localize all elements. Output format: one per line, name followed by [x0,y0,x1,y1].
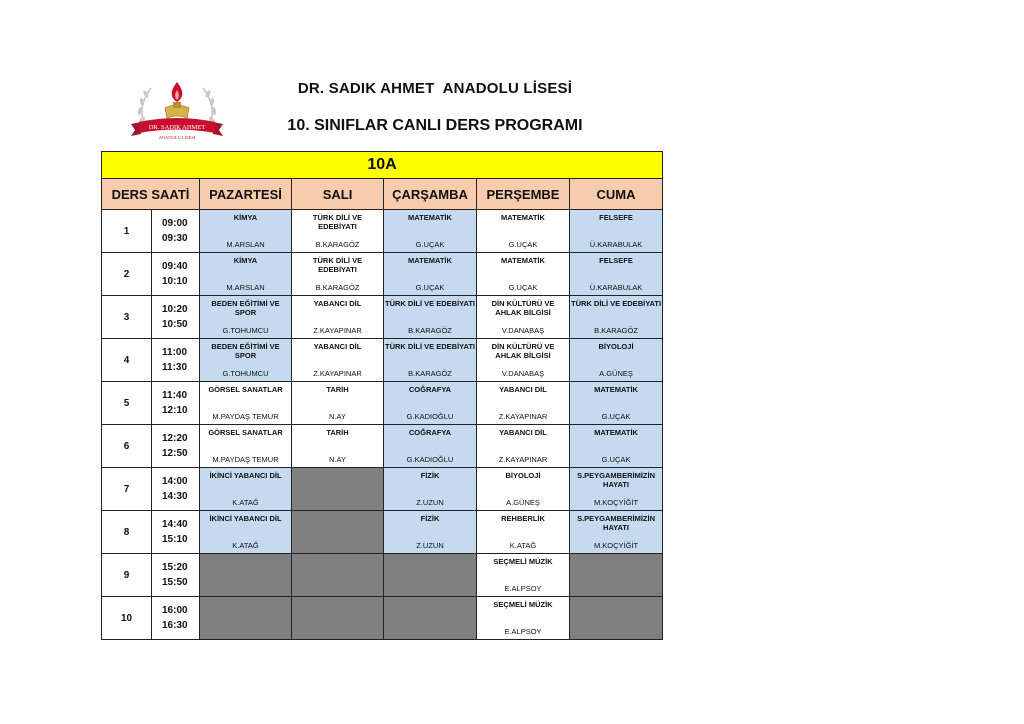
empty-slot [570,554,663,597]
period-time [152,425,200,468]
period-number: 9 [102,554,152,597]
period-end-time: 12:50 [162,448,188,459]
period-start-time: 12:20 [162,433,188,444]
lesson-subject: GÖRSEL SANATLAR [208,428,283,437]
lesson-teacher: G.TOHUMCU [222,369,269,378]
empty-slot [384,597,477,640]
header-sali: SALI [292,179,384,210]
lesson-subject: REHBERLİK [501,514,545,523]
period-time [152,210,200,253]
period-end-time: 15:10 [162,534,188,545]
lesson-cell [570,468,663,511]
period-start-time: 14:40 [162,519,188,530]
lesson-subject: GÖRSEL SANATLAR [208,385,283,394]
lesson-teacher: Z.UZUN [416,541,444,550]
lesson-subject: TÜRK DİLİ VE EDEBİYATI [571,299,662,308]
class-row [102,152,663,179]
period-start-time: 09:40 [162,261,188,272]
period-number: 3 [102,296,152,339]
empty-slot [384,554,477,597]
lesson-subject: BEDEN EĞİTİMİ VE SPOR [211,299,280,317]
lesson-subject: COĞRAFYA [408,385,452,394]
table-row [102,210,663,253]
lesson-teacher: K.ATAĞ [232,498,259,507]
lesson-teacher: Z.UZUN [416,498,444,507]
lesson-cell [570,425,663,468]
lesson-subject: TÜRK DİLİ VE EDEBİYATI [385,299,476,308]
lesson-subject: TARİH [326,385,349,394]
lesson-subject: YABANCI DİL [313,342,362,351]
lesson-cell [292,339,384,382]
lesson-cell [292,425,384,468]
lesson-subject: SEÇMELİ MÜZİK [493,600,553,609]
lesson-teacher: G.UÇAK [601,455,631,464]
lesson-subject: FELSEFE [599,256,633,265]
header-pazartesi: PAZARTESİ [200,179,292,210]
lesson-subject: S.PEYGAMBERİMİZİN HAYATI [577,514,655,532]
table-row [102,253,663,296]
lesson-teacher: Ü.KARABULAK [589,240,643,249]
table-row [102,339,663,382]
lesson-cell [292,296,384,339]
empty-slot [292,511,384,554]
period-end-time: 16:30 [162,620,188,631]
lesson-cell [570,296,663,339]
period-start-time: 09:00 [162,218,188,229]
lesson-teacher: Z.KAYAPINAR [498,412,548,421]
period-number: 10 [102,597,152,640]
period-time [152,296,200,339]
table-row [102,382,663,425]
lesson-teacher: B.KARAGÖZ [408,369,452,378]
logo-text: DR. SADIK AHMET [148,124,206,131]
lesson-teacher: Z.KAYAPINAR [313,369,362,378]
lesson-teacher: A.GÜNEŞ [506,498,540,507]
lesson-teacher: M.PAYDAŞ TEMUR [212,412,279,421]
lesson-teacher: E.ALPSOY [504,627,542,636]
lesson-subject: DİN KÜLTÜRÜ VE AHLAK BİLGİSİ [491,299,555,317]
lesson-subject: MATEMATİK [501,256,545,265]
lesson-cell [200,425,292,468]
lesson-cell [384,339,477,382]
lesson-cell [477,597,570,640]
lesson-subject: KİMYA [233,256,258,265]
lesson-cell [477,296,570,339]
lesson-subject: DİN KÜLTÜRÜ VE AHLAK BİLGİSİ [491,342,555,360]
lesson-subject: COĞRAFYA [408,428,452,437]
empty-slot [292,468,384,511]
lesson-cell [477,253,570,296]
period-time [152,253,200,296]
period-start-time: 11:00 [162,347,188,358]
lesson-subject: TARİH [326,428,349,437]
lesson-teacher: Z.KAYAPINAR [498,455,548,464]
period-time [152,339,200,382]
period-end-time: 11:30 [162,362,188,373]
lesson-teacher: Z.KAYAPINAR [313,326,362,335]
table-row [102,554,663,597]
period-start-time: 16:00 [162,605,188,616]
lesson-subject: İKİNCİ YABANCI DİL [209,471,282,480]
lesson-teacher: G.KADIOĞLU [406,455,454,464]
lesson-cell [570,339,663,382]
lesson-teacher: B.KARAGÖZ [315,283,360,292]
lesson-cell [384,468,477,511]
lesson-cell [292,253,384,296]
lesson-subject: FİZİK [420,471,440,480]
lesson-cell [384,253,477,296]
lesson-cell [477,554,570,597]
table-row [102,511,663,554]
empty-slot [292,597,384,640]
lesson-teacher: V.DANABAŞ [501,369,545,378]
period-start-time: 14:00 [162,476,188,487]
lesson-teacher: N.AY [329,455,346,464]
lesson-teacher: G.KADIOĞLU [406,412,454,421]
lesson-subject: BİYOLOJİ [505,471,541,480]
logo-subtext: ANADOLU LİSESİ [158,135,196,140]
lesson-cell [292,382,384,425]
lesson-teacher: B.KARAGÖZ [594,326,638,335]
lesson-subject: FELSEFE [599,213,633,222]
period-time [152,511,200,554]
lesson-teacher: E.ALPSOY [504,584,542,593]
lesson-cell [477,511,570,554]
lesson-teacher: V.DANABAŞ [501,326,545,335]
lesson-subject: FİZİK [420,514,440,523]
lesson-teacher: G.UÇAK [415,240,445,249]
page-title: 10. SINIFLAR CANLI DERS PROGRAMI [287,117,583,134]
header-row [102,179,663,210]
period-end-time: 14:30 [162,491,188,502]
lesson-teacher: G.UÇAK [415,283,445,292]
period-number: 2 [102,253,152,296]
lesson-cell [570,382,663,425]
empty-slot [200,554,292,597]
table-row [102,468,663,511]
table-row [102,597,663,640]
lesson-cell [477,210,570,253]
period-number: 7 [102,468,152,511]
lesson-teacher: G.UÇAK [601,412,631,421]
school-name: DR. SADIK AHMET ANADOLU LİSESİ [297,80,573,97]
period-start-time: 11:40 [162,390,188,401]
lesson-teacher: G.TOHUMCU [222,326,269,335]
lesson-teacher: K.ATAĞ [509,541,537,550]
period-time [152,554,200,597]
lesson-subject: KİMYA [233,213,258,222]
lesson-teacher: M.ARSLAN [226,283,265,292]
lesson-subject: MATEMATİK [501,213,545,222]
timetable [101,151,663,640]
lesson-cell [570,253,663,296]
lesson-subject: SEÇMELİ MÜZİK [493,557,553,566]
lesson-cell [200,511,292,554]
lesson-subject: MATEMATİK [594,428,638,437]
table-row [102,425,663,468]
period-number: 8 [102,511,152,554]
empty-slot [292,554,384,597]
lesson-cell [200,296,292,339]
empty-slot [570,597,663,640]
period-end-time: 12:10 [162,405,188,416]
period-end-time: 10:50 [162,319,188,330]
lesson-cell [384,511,477,554]
lesson-teacher: G.UÇAK [508,283,538,292]
lesson-teacher: M.PAYDAŞ TEMUR [212,455,279,464]
lesson-subject: MATEMATİK [594,385,638,394]
lesson-subject: YABANCI DİL [313,299,362,308]
lesson-teacher: G.UÇAK [508,240,538,249]
period-time [152,597,200,640]
lesson-subject: MATEMATİK [408,256,452,265]
empty-slot [200,597,292,640]
lesson-subject: BEDEN EĞİTİMİ VE SPOR [211,342,280,360]
period-number: 5 [102,382,152,425]
lesson-cell [292,210,384,253]
table-row [102,296,663,339]
lesson-cell [477,425,570,468]
school-logo [125,78,229,142]
lesson-teacher: B.KARAGÖZ [408,326,452,335]
period-number: 1 [102,210,152,253]
lesson-teacher: M.KOÇYİĞİT [593,541,639,550]
lesson-cell [200,382,292,425]
period-time [152,382,200,425]
lesson-subject: BİYOLOJİ [598,342,634,351]
lesson-subject: S.PEYGAMBERİMİZİN HAYATI [577,471,655,489]
lesson-teacher: B.KARAGÖZ [315,240,360,249]
lesson-cell [384,425,477,468]
lesson-subject: TÜRK DİLİ VE EDEBİYATI [312,213,363,231]
lesson-cell [384,296,477,339]
period-number: 4 [102,339,152,382]
period-start-time: 15:20 [162,562,188,573]
lesson-teacher: K.ATAĞ [232,541,259,550]
period-end-time: 15:50 [162,577,188,588]
lesson-cell [477,382,570,425]
lesson-cell [200,210,292,253]
lesson-subject: YABANCI DİL [499,428,547,437]
lesson-subject: İKİNCİ YABANCI DİL [209,514,282,523]
period-start-time: 10:20 [162,304,188,315]
lesson-cell [200,339,292,382]
lesson-cell [477,468,570,511]
lesson-subject: TÜRK DİLİ VE EDEBİYATI [312,256,363,274]
lesson-subject: MATEMATİK [408,213,452,222]
lesson-teacher: M.KOÇYİĞİT [593,498,639,507]
period-end-time: 09:30 [162,233,188,244]
header-ders-saati: DERS SAATİ [102,179,200,210]
period-time [152,468,200,511]
period-number: 6 [102,425,152,468]
period-end-time: 10:10 [162,276,188,287]
lesson-cell [384,382,477,425]
lesson-cell [384,210,477,253]
lesson-teacher: M.ARSLAN [226,240,265,249]
lesson-cell [200,253,292,296]
lesson-cell [477,339,570,382]
lesson-cell [570,210,663,253]
lesson-subject: TÜRK DİLİ VE EDEBİYATI [385,342,476,351]
header-cuma: CUMA [570,179,663,210]
lesson-teacher: N.AY [329,412,346,421]
lesson-teacher: A.GÜNEŞ [599,369,633,378]
lesson-subject: YABANCI DİL [499,385,547,394]
header-carsamba: ÇARŞAMBA [384,179,477,210]
header-persembe: PERŞEMBE [477,179,570,210]
lesson-cell [200,468,292,511]
lesson-cell [570,511,663,554]
lesson-teacher: Ü.KARABULAK [589,283,643,292]
class-name: 10A [102,152,663,179]
